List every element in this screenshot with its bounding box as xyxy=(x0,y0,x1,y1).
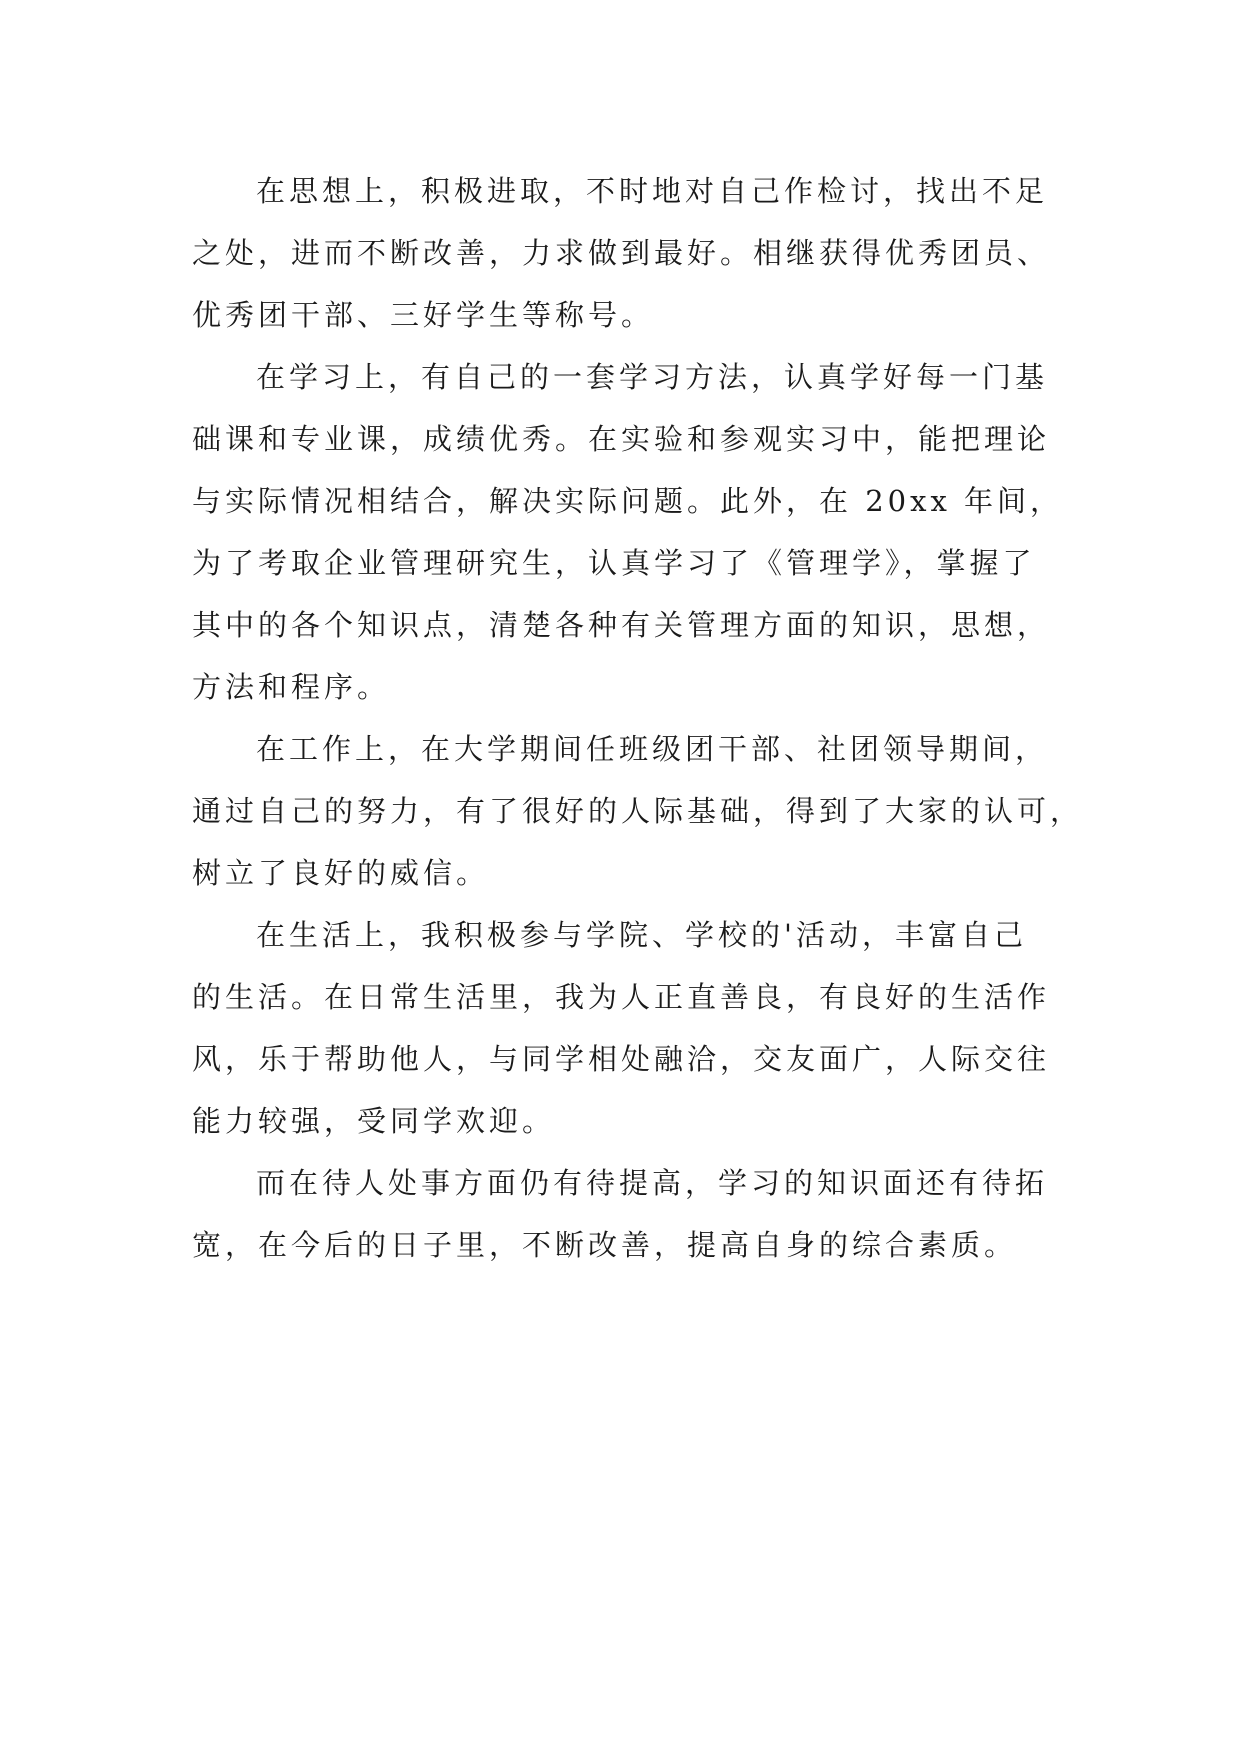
text-line: 宽，在今后的日子里，不断改善，提高自身的综合素质。 xyxy=(192,1228,1018,1262)
text-line: 其中的各个知识点，清楚各种有关管理方面的知识，思想， xyxy=(192,608,1051,642)
text-line: 而在待人处事方面仍有待提高，学习的知识面还有待拓 xyxy=(256,1166,1049,1200)
text-line: 在学习上，有自己的一套学习方法，认真学好每一门基 xyxy=(256,360,1049,394)
text-line: 的生活。在日常生活里，我为人正直善良，有良好的生活作 xyxy=(192,980,1051,1014)
text-line: 为了考取企业管理研究生，认真学习了《管理学》，掌握了 xyxy=(192,546,1036,580)
paragraph-work xyxy=(192,718,1084,904)
document-body xyxy=(192,160,1084,1276)
text-line: 与实际情况相结合，解决实际问题。此外，在 20xx 年间， xyxy=(192,484,1064,518)
text-line: 通过自己的努力，有了很好的人际基础，得到了大家的认可， xyxy=(192,794,1084,828)
text-line: 之处，进而不断改善，力求做到最好。相继获得优秀团员、 xyxy=(192,236,1051,270)
paragraph-study xyxy=(192,346,1072,718)
text-line: 础课和专业课，成绩优秀。在实验和参观实习中，能把理论 xyxy=(192,422,1051,456)
text-line: 风，乐于帮助他人，与同学相处融洽，交友面广，人际交往 xyxy=(192,1042,1051,1076)
text-line: 方法和程序。 xyxy=(192,670,391,704)
text-line: 在工作上，在大学期间任班级团干部、社团领导期间， xyxy=(256,732,1049,766)
text-line: 在思想上，积极进取，不时地对自己作检讨，找出不足 xyxy=(256,174,1049,208)
text-line: 树立了良好的威信。 xyxy=(192,856,490,890)
text-line: 能力较强，受同学欢迎。 xyxy=(192,1104,556,1138)
paragraph-thought xyxy=(192,160,1072,346)
text-line: 优秀团干部、三好学生等称号。 xyxy=(192,298,655,332)
paragraph-improvement xyxy=(192,1152,1072,1276)
paragraph-life xyxy=(192,904,1072,1152)
text-line: 在生活上，我积极参与学院、学校的'活动，丰富自己 xyxy=(256,918,1027,952)
